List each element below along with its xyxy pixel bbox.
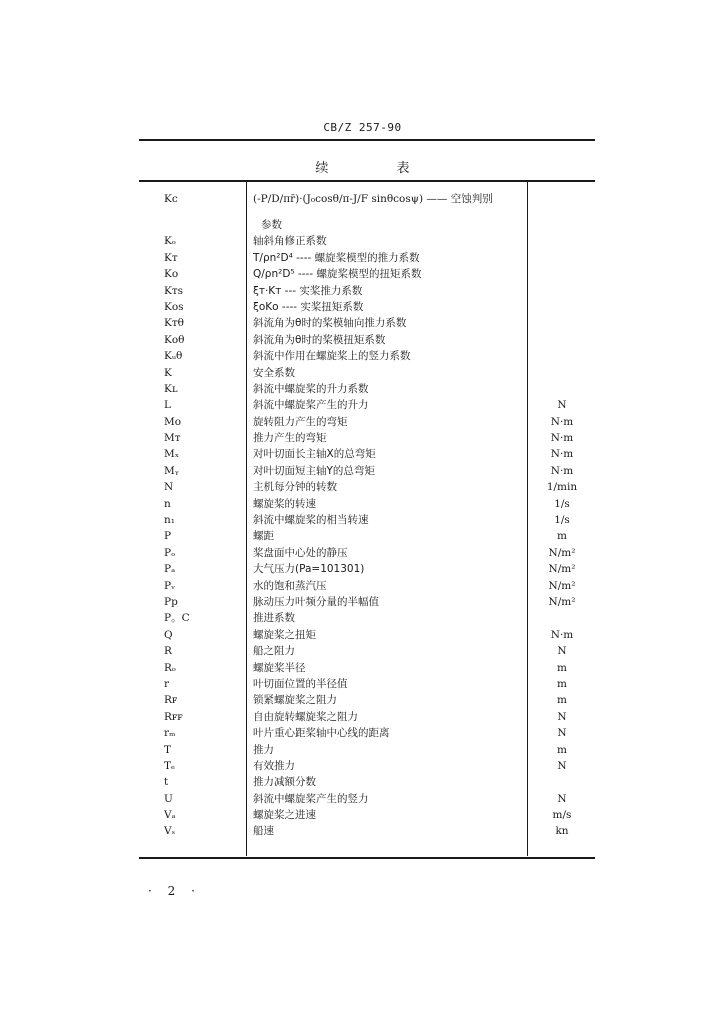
unit-cell: N <box>557 710 567 723</box>
table-row <box>139 233 595 249</box>
definition-cell: 推力产生的弯矩 <box>253 432 327 445</box>
definition-cell: 螺旋桨之扭矩 <box>253 628 316 641</box>
table-row <box>139 823 595 839</box>
unit-cell: N <box>557 727 567 740</box>
table-row <box>139 315 595 331</box>
unit-cell: N·m <box>550 448 574 461</box>
definition-cell: 斜流中螺旋桨产生的竖力 <box>253 792 369 805</box>
table-row <box>139 430 595 446</box>
definition-cell: 自由旋转螺旋桨之阻力 <box>253 710 358 723</box>
symbol-cell: Pₐ <box>164 563 176 576</box>
definition-cell: 参数 <box>261 219 282 231</box>
symbol-cell: Rꜰ <box>164 694 178 707</box>
definition-cell: 推进系数 <box>253 612 295 625</box>
definition-cell: ξᴏKᴏ ---- 实桨扭矩系数 <box>253 300 364 313</box>
symbol-cell: Kᴏθ <box>164 333 185 346</box>
symbol-cell: Mᵧ <box>164 464 179 477</box>
unit-cell: 1/min <box>546 481 578 494</box>
symbol-cell: Kᴛs <box>164 284 184 297</box>
table-row <box>139 594 595 610</box>
table-row <box>139 676 595 692</box>
definition-cell: 螺旋桨的转速 <box>253 497 316 510</box>
definition-cell: 有效推力 <box>253 759 295 772</box>
definition-cell: 旋转阻力产生的弯矩 <box>253 415 348 428</box>
table-row <box>139 479 595 495</box>
bottom-rule <box>139 857 595 859</box>
definition-cell: 螺距 <box>253 530 274 543</box>
table-row <box>139 181 595 217</box>
unit-cell: N·m <box>550 628 574 641</box>
symbol-cell: Mᴛ <box>164 432 181 445</box>
table-row <box>139 660 595 676</box>
definition-cell: 斜流中作用在螺旋桨上的竖力系数 <box>253 350 411 363</box>
top-rule <box>139 139 595 141</box>
unit-cell: m <box>557 694 567 707</box>
symbol-cell: Pₒ <box>164 546 176 559</box>
symbol-cell: Mₓ <box>164 448 180 461</box>
unit-cell: N <box>557 792 567 805</box>
table-row <box>139 692 595 708</box>
symbol-cell: Q <box>164 628 173 641</box>
symbol-cell: R <box>164 645 172 658</box>
table-row <box>139 643 595 659</box>
definition-cell: 推力 <box>253 743 274 756</box>
symbol-cell: Pp <box>164 595 178 608</box>
table-row <box>139 610 595 626</box>
definition-cell: 斜流角为θ时的桨模扭矩系数 <box>253 333 386 346</box>
table-row <box>139 348 595 364</box>
table-row <box>139 627 595 643</box>
symbol-cell: Rꜰꜰ <box>164 710 183 723</box>
definition-cell: ξᴛ·Kᴛ --- 实桨推力系数 <box>253 284 363 297</box>
definition-cell: 对叶切面短主轴Y的总弯矩 <box>253 464 375 477</box>
symbol-cell: P。C <box>164 612 190 625</box>
table-row <box>139 299 595 315</box>
unit-cell: N <box>557 399 567 412</box>
table-row <box>139 266 595 282</box>
table-row <box>139 332 595 348</box>
table-row <box>139 381 595 397</box>
document-code: CB/Z 257-90 <box>323 121 402 134</box>
table-row <box>139 446 595 462</box>
symbol-cell: Kʟ <box>164 382 178 395</box>
symbol-cell: Pᵥ <box>164 579 175 592</box>
symbol-cell: Kᴛ <box>164 251 178 264</box>
definition-cell: 叶切面位置的半径值 <box>253 677 348 690</box>
table-row <box>139 709 595 725</box>
table-row <box>139 365 595 381</box>
definition-cell: 船速 <box>253 825 274 838</box>
definition-cell: 主机每分钟的转数 <box>253 481 337 494</box>
symbol-cell: Vₐ <box>164 809 176 822</box>
table-row <box>139 528 595 544</box>
unit-cell: m <box>557 661 567 674</box>
definition-cell: 螺旋桨半径 <box>253 661 306 674</box>
table-row <box>139 250 595 266</box>
unit-cell: 1/s <box>554 514 570 527</box>
table-row <box>139 512 595 528</box>
symbol-cell: Kᴏ <box>164 268 179 281</box>
symbol-cell: Kₒ <box>164 235 176 248</box>
unit-cell: N/m² <box>548 595 576 608</box>
table-row <box>139 807 595 823</box>
table-row <box>139 463 595 479</box>
unit-cell: m <box>557 743 567 756</box>
table-row <box>139 545 595 561</box>
definition-cell: 螺旋桨之进速 <box>253 809 316 822</box>
unit-cell: m/s <box>552 809 572 822</box>
table-row <box>139 725 595 741</box>
definition-cell: Q/ρn²D⁵ ---- 螺旋桨模型的扭矩系数 <box>253 268 422 281</box>
symbol-cell: Tₑ <box>164 759 176 772</box>
symbol-cell: Rₒ <box>164 661 176 674</box>
definition-cell: 脉动压力叶频分量的半幅值 <box>253 595 379 608</box>
definition-cell: 大气压力(Pa=101301) <box>253 563 365 576</box>
unit-cell: N <box>557 645 567 658</box>
symbol-cell: Kᴛθ <box>164 317 184 330</box>
symbol-cell: Kc <box>164 193 178 205</box>
symbol-cell: N <box>164 481 174 494</box>
definition-cell: T/ρn²D⁴ ---- 螺旋桨模型的推力系数 <box>253 251 420 264</box>
definition-cell: 斜流中螺旋桨的升力系数 <box>253 382 369 395</box>
definition-cell: 斜流角为θ时的桨模轴向推力系数 <box>253 317 407 330</box>
symbol-cell: U <box>164 792 173 805</box>
definition-cell: 斜流中螺旋桨的相当转速 <box>253 514 369 527</box>
unit-cell: kn <box>555 825 569 838</box>
table-row <box>139 774 595 790</box>
unit-cell: m <box>557 677 567 690</box>
symbol-cell: n₁ <box>164 514 175 527</box>
table-row <box>139 217 595 233</box>
definition-cell: 对叶切面长主轴X的总弯矩 <box>253 448 376 461</box>
table-row <box>139 791 595 807</box>
symbol-cell: L <box>164 399 171 412</box>
definition-cell: 安全系数 <box>253 366 295 379</box>
page-number: · 2 · <box>148 884 201 898</box>
symbol-cell: P <box>164 530 172 543</box>
symbol-cell: Kᴏs <box>164 300 184 313</box>
unit-cell: N·m <box>550 432 574 445</box>
table-row <box>139 561 595 577</box>
table-row <box>139 578 595 594</box>
unit-cell: N/m² <box>548 563 576 576</box>
symbol-cell: T <box>164 743 172 756</box>
definition-cell: 斜流中螺旋桨产生的升力 <box>253 399 369 412</box>
definition-cell: (-P/D/πr̄)·(J₀cosθ/π-J/F sinθcosψ) —— 空蚀判别 <box>253 193 493 205</box>
symbol-cell: t <box>164 776 169 789</box>
table-row <box>139 414 595 430</box>
unit-cell: N/m² <box>548 579 576 592</box>
symbol-table <box>139 181 595 840</box>
table-row <box>139 496 595 512</box>
definition-cell: 锁紧螺旋桨之阻力 <box>253 694 337 707</box>
table-row <box>139 742 595 758</box>
table-caption: 续 表 <box>315 161 442 176</box>
unit-cell: 1/s <box>554 497 570 510</box>
table-row <box>139 758 595 774</box>
definition-cell: 叶片重心距桨轴中心线的距离 <box>253 727 390 740</box>
unit-cell: m <box>557 530 567 543</box>
symbol-cell: n <box>164 497 171 510</box>
symbol-cell: Kᵤθ <box>164 350 183 363</box>
definition-cell: 桨盘面中心处的静压 <box>253 546 348 559</box>
unit-cell: N·m <box>550 415 574 428</box>
symbol-cell: r <box>164 677 170 690</box>
symbol-cell: K <box>164 366 172 379</box>
symbol-cell: Vₛ <box>164 825 176 838</box>
definition-cell: 轴斜角修正系数 <box>253 235 327 248</box>
table-row <box>139 397 595 413</box>
symbol-cell: rₘ <box>164 727 176 740</box>
definition-cell: 推力减额分数 <box>253 776 316 789</box>
unit-cell: N·m <box>550 464 574 477</box>
unit-cell: N <box>557 759 567 772</box>
table-row <box>139 283 595 299</box>
symbol-cell: Mᴏ <box>164 415 182 428</box>
definition-cell: 船之阻力 <box>253 645 295 658</box>
definition-cell: 水的饱和蒸汽压 <box>253 579 327 592</box>
unit-cell: N/m² <box>548 546 576 559</box>
